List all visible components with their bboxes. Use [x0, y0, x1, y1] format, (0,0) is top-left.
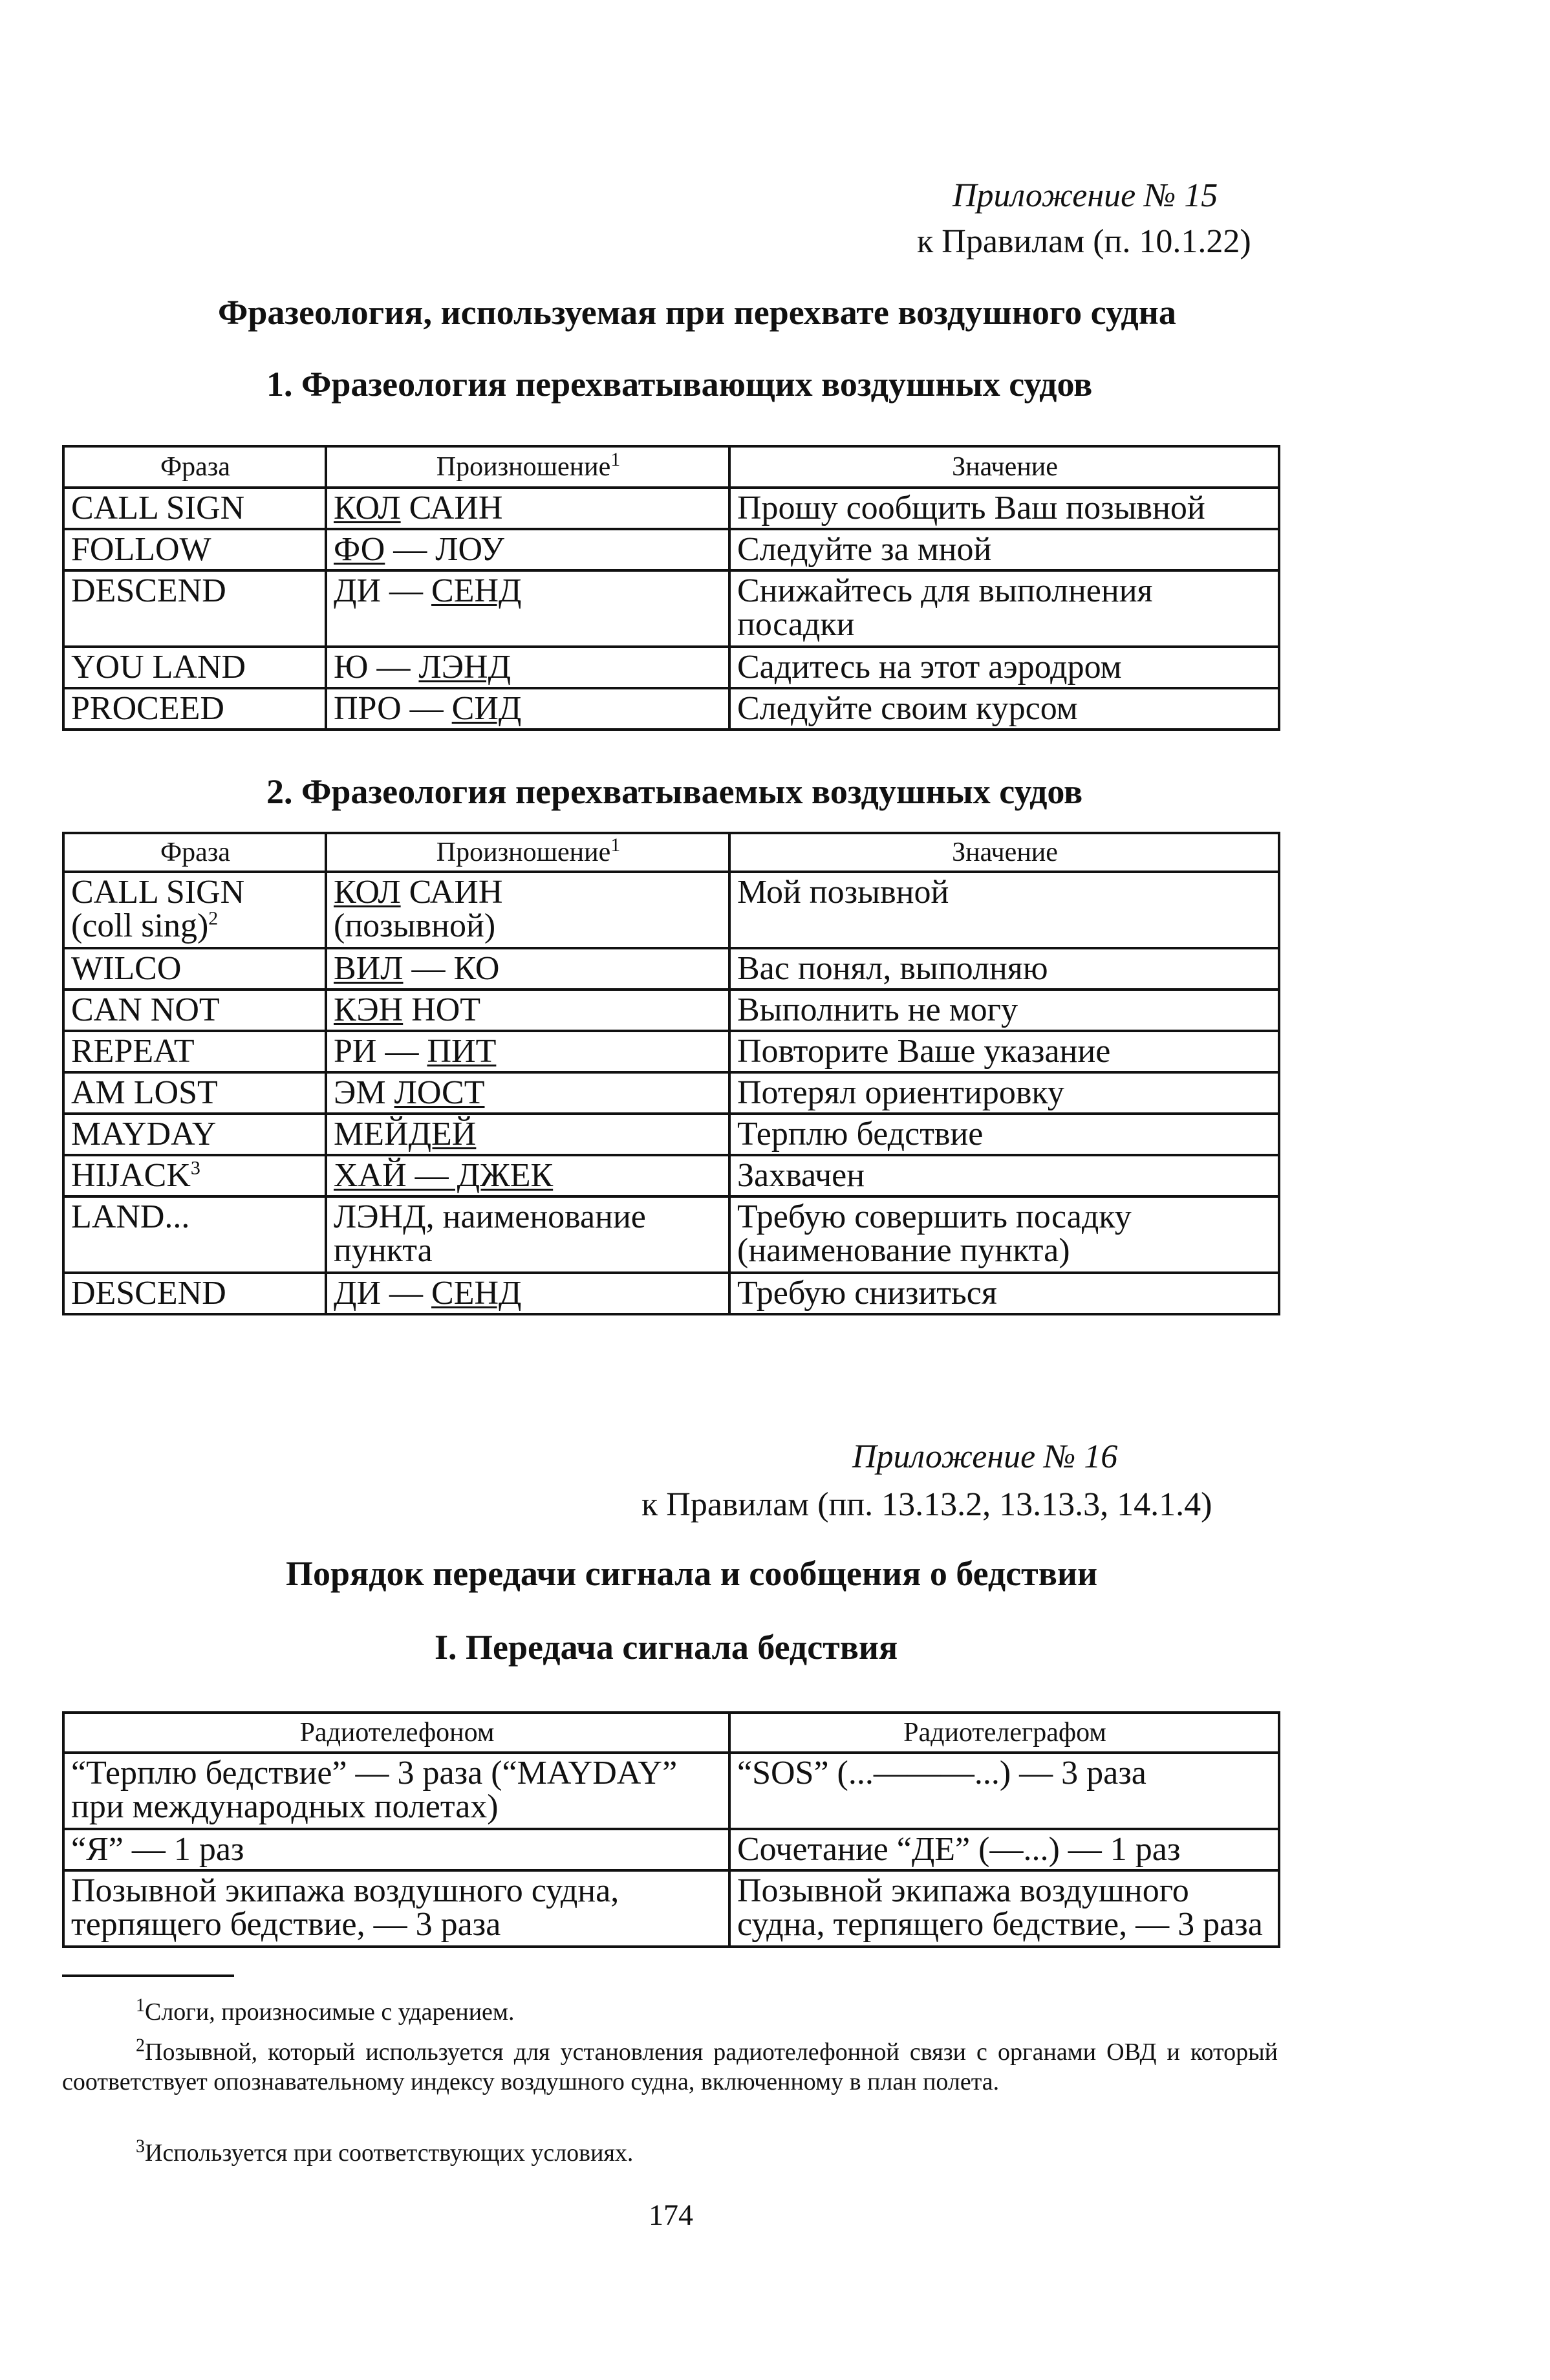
footnote-mark: 2 — [136, 2035, 145, 2056]
phrase-cell: REPEAT — [63, 1031, 326, 1072]
pronunciation-cell: ДИ — СЕНД — [326, 1273, 729, 1314]
phrase-cell: HIJACK$^3$ — [63, 1155, 326, 1196]
table-row — [63, 570, 1279, 647]
distress-signal-table — [62, 1711, 1280, 1948]
phrase-cell: DESCEND — [63, 1273, 326, 1314]
pronunciation-cell: ЭМ ЛОСТ — [326, 1072, 729, 1114]
column-header-radiotelegraph: Радиотелеграфом — [729, 1713, 1279, 1753]
pronunciation-cell: Ю — ЛЭНД — [326, 647, 729, 688]
column-header-phrase: Фраза — [63, 833, 326, 872]
pronunciation-cell: ХАЙ — ДЖЕК — [326, 1155, 729, 1196]
table-row — [63, 1114, 1279, 1155]
meaning-cell: Выполнить не могу — [729, 990, 1279, 1031]
column-header-radiotelephone: Радиотелефоном — [63, 1713, 729, 1753]
table-row — [63, 1870, 1279, 1947]
intercepted-phrases-table — [62, 832, 1280, 1315]
column-header-pronunciation: Произношение$^1$ — [326, 833, 729, 872]
pronunciation-cell: ВИЛ — КО — [326, 948, 729, 990]
table-header-row — [63, 446, 1279, 488]
column-header-phrase: Фраза — [63, 446, 326, 488]
radiotelephone-cell: “Терплю бедствие” — 3 раза (“MAYDAY” при международных полетах) — [63, 1753, 729, 1829]
pronunciation-cell: ПРО — СИД — [326, 688, 729, 730]
meaning-cell: Терплю бедствие — [729, 1114, 1279, 1155]
radiotelegraph-cell: Сочетание “ДЕ” (—...) — 1 раз — [729, 1829, 1279, 1870]
footnote-mark: 3 — [136, 2136, 145, 2157]
table-row — [63, 1829, 1279, 1870]
pronunciation-cell: ФО — ЛОУ — [326, 529, 729, 570]
table-row — [63, 688, 1279, 730]
footnote-ref: 3 — [190, 1157, 200, 1179]
phrase-cell: AM LOST — [63, 1072, 326, 1114]
footnote-mark: 1 — [136, 1995, 145, 2016]
radiotelegraph-cell: “SOS” (...———...) — 3 раза — [729, 1753, 1279, 1829]
meaning-cell: Вас понял, выполняю — [729, 948, 1279, 990]
phrase-cell: MAYDAY — [63, 1114, 326, 1155]
pronunciation-cell: КОЛ САИН — [326, 488, 729, 529]
annex16-section-heading: I. Передача сигнала бедствия — [435, 1628, 898, 1667]
footnote-1: $^1$Слоги, произносимые с ударением. — [136, 1995, 515, 2026]
footnote-3: $^3$Используется при соответствующих условиях. — [136, 2136, 634, 2167]
meaning-cell: Прошу сообщить Ваш позывной — [729, 488, 1279, 529]
meaning-cell: Садитесь на этот аэродром — [729, 647, 1279, 688]
phrase-cell: PROCEED — [63, 688, 326, 730]
meaning-cell: Следуйте своим курсом — [729, 688, 1279, 730]
pronunciation-cell: МЕЙДЕЙ — [326, 1114, 729, 1155]
annex15-reference: к Правилам (п. 10.1.22) — [917, 223, 1251, 260]
table-row — [63, 647, 1279, 688]
meaning-cell: Потерял ориентировку — [729, 1072, 1279, 1114]
column-header-pronunciation: Произношение$^1$ — [326, 446, 729, 488]
table-row — [63, 1196, 1279, 1273]
annex16-reference: к Правилам (пп. 13.13.2, 13.13.3, 14.1.4) — [641, 1486, 1212, 1523]
meaning-cell: Снижайтесь для выполнения посадки — [729, 570, 1279, 647]
table-header-row — [63, 1713, 1279, 1753]
meaning-cell: Требую совершить посадку (наименование пункта) — [729, 1196, 1279, 1273]
intercepting-phrases-table — [62, 445, 1280, 731]
table-row — [63, 1753, 1279, 1829]
phrase-cell: FOLLOW — [63, 529, 326, 570]
radiotelegraph-cell: Позывной экипажа воздушного судна, терпящего бедствие, — 3 раза — [729, 1870, 1279, 1947]
table-row — [63, 488, 1279, 529]
footnote-2: $^2$Позывной, который используется для установления радиотелефонной связи с органами ОВД и который соответствует опознавательному индексу воздушного судна, включенному в план полета. — [62, 2035, 1278, 2096]
table-row — [63, 1155, 1279, 1196]
annex15-heading: Фразеология, используемая при перехвате воздушного судна — [218, 293, 1176, 332]
table-row — [63, 529, 1279, 570]
section2-heading: 2. Фразеология перехватываемых воздушных судов — [266, 772, 1083, 811]
page-number: 174 — [649, 2198, 693, 2231]
phrase-cell: LAND... — [63, 1196, 326, 1273]
table-row — [63, 1031, 1279, 1072]
table-row — [63, 1273, 1279, 1314]
pronunciation-cell: КЭН НОТ — [326, 990, 729, 1031]
pronunciation-cell: ЛЭНД, наименование пункта — [326, 1196, 729, 1273]
meaning-cell: Повторите Ваше указание — [729, 1031, 1279, 1072]
phrase-cell: WILCO — [63, 948, 326, 990]
table-row — [63, 1072, 1279, 1114]
footnote-ref: 2 — [208, 907, 219, 929]
radiotelephone-cell: Позывной экипажа воздушного судна, терпящего бедствие, — 3 раза — [63, 1870, 729, 1947]
footnote-divider — [62, 1974, 234, 1977]
phrase-cell: CALL SIGN — [63, 488, 326, 529]
column-header-meaning: Значение — [729, 833, 1279, 872]
annex16-title: Приложение № 16 — [852, 1438, 1118, 1475]
annex15-title: Приложение № 15 — [953, 177, 1218, 214]
footnote-ref: 1 — [610, 449, 621, 470]
annex16-heading: Порядок передачи сигнала и сообщения о бедствии — [286, 1554, 1098, 1593]
pronunciation-cell: КОЛ САИН (позывной) — [326, 872, 729, 948]
meaning-cell: Мой позывной — [729, 872, 1279, 948]
footnote-ref: 1 — [610, 834, 621, 856]
table-row — [63, 948, 1279, 990]
radiotelephone-cell: “Я” — 1 раз — [63, 1829, 729, 1870]
pronunciation-cell: ДИ — СЕНД — [326, 570, 729, 647]
table-header-row — [63, 833, 1279, 872]
section1-heading: 1. Фразеология перехватывающих воздушных судов — [266, 365, 1093, 404]
pronunciation-cell: РИ — ПИТ — [326, 1031, 729, 1072]
column-header-meaning: Значение — [729, 446, 1279, 488]
phrase-cell: CALL SIGN (coll sing)$^2$ — [63, 872, 326, 948]
meaning-cell: Требую снизиться — [729, 1273, 1279, 1314]
meaning-cell: Следуйте за мной — [729, 529, 1279, 570]
phrase-cell: DESCEND — [63, 570, 326, 647]
table-row — [63, 990, 1279, 1031]
phrase-cell: CAN NOT — [63, 990, 326, 1031]
table-row — [63, 872, 1279, 948]
phrase-cell: YOU LAND — [63, 647, 326, 688]
meaning-cell: Захвачен — [729, 1155, 1279, 1196]
